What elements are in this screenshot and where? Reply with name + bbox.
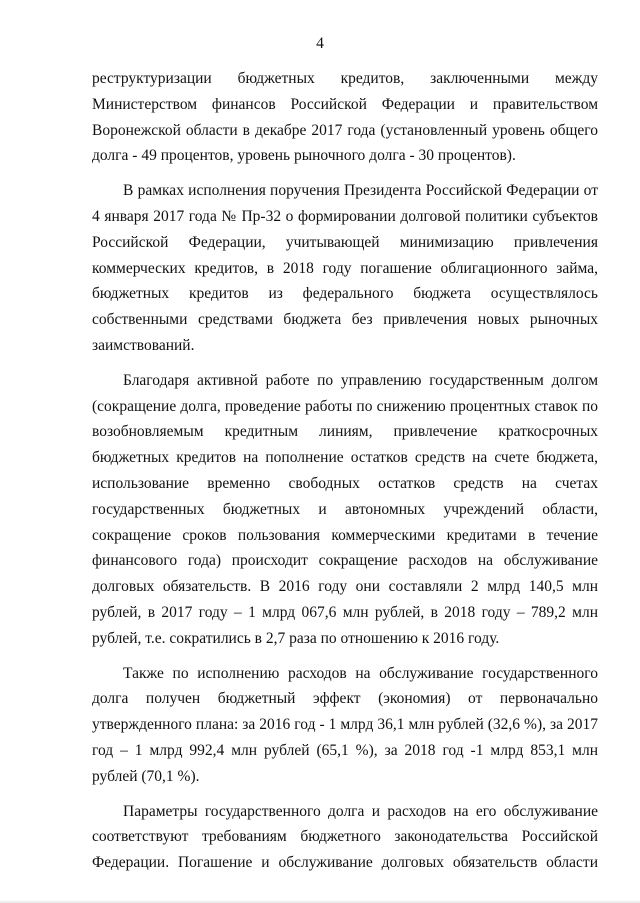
paragraph-debt-management: Благодаря активной работе по управлению государственным долгом (сокращение долга, проведение работы по снижению процентных ставок по возобновляемым кредитным линиям, привлечение краткосрочных бюджетных кредитов на пополнение остатков средств на счете бюджета, использование временно свободных остатков средств на счетах государственных бюджетных и автономных учреждений области, сокращение сроков пользования коммерческими кредитами в течение финансового года) происходит сокращение расходов на обслуживание долговых обязательств. В 2016 году они составляли 2 млрд 140,5 млн рублей, в 2017 году – 1 млрд 067,6 млн рублей, в 2018 году – 789,2 млн рублей, т.е. сократились в 2,7 раза по отношению к 2016 году. bbox=[92, 371, 598, 647]
paragraph-budget-effect: Также по исполнению расходов на обслуживание государственного долга получен бюджетный эффект (экономия) от первоначально утвержденного плана: за 2016 год - 1 млрд 36,1 млн рублей (32,6 %), за 2017 год – 1 млрд 992,4 млн рублей (65,1 %), за 2018 год -1 млрд 853,1 млн рублей (70,1 %). bbox=[92, 664, 598, 785]
document-body bbox=[92, 66, 598, 885]
paragraph-debt-policy: В рамках исполнения поручения Президента Российской Федерации от 4 января 2017 года № Пр-32 о формировании долговой политики субъектов Российской Федерации, учитывающей минимизацию привлечения коммерческих кредитов, в 2018 году погашение облигационного займа, бюджетных кредитов из федерального бюджета осуществлялось собственными средствами бюджета без привлечения новых рыночных заимствований. bbox=[92, 182, 598, 354]
paragraph-debt-parameters: Параметры государственного долга и расходов на его обслуживание соответствуют требованиям бюджетного законодательства Российской Федерации. Погашение и обслуживание долговых обязательств области bbox=[92, 802, 598, 872]
page-number: 4 bbox=[316, 35, 324, 52]
paragraph-continuation: реструктуризации бюджетных кредитов, заключенными между Министерством финансов Российской Федерации и правительством Воронежской области в декабре 2017 года (установленный уровень общего долга - 49 процентов, уровень рыночного долга - 30 процентов). bbox=[92, 70, 598, 165]
